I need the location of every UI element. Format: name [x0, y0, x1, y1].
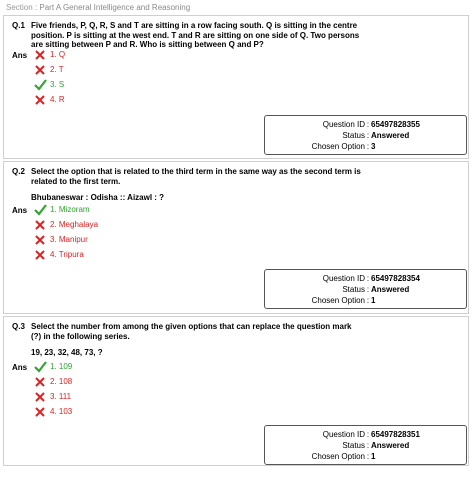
- separator: :: [366, 430, 370, 439]
- option-4: [33, 249, 84, 261]
- option-text: 3. S: [50, 80, 65, 89]
- status-label: Status: [342, 441, 365, 450]
- separator: :: [366, 285, 370, 294]
- chosen-option-row: [265, 451, 463, 462]
- check-icon: [33, 361, 47, 373]
- option-1: [33, 204, 90, 216]
- chosen-option-label: Chosen Option: [311, 296, 365, 305]
- status-row: [265, 130, 463, 141]
- option-2: [33, 219, 98, 231]
- question-id-row: [265, 119, 463, 130]
- question-id-value: 65497828355: [371, 120, 420, 129]
- separator: :: [366, 120, 370, 129]
- option-text: 2. 108: [50, 377, 73, 386]
- section-label: Section: [6, 3, 33, 12]
- status-label: Status: [342, 131, 365, 140]
- section-separator: :: [34, 3, 38, 12]
- question-series: Bhubaneswar : Odisha :: Aizawl : ?: [31, 193, 165, 202]
- option-text: 4. Tripura: [50, 250, 84, 259]
- question-id-label: Question ID: [322, 120, 365, 129]
- chosen-option-label: Chosen Option: [311, 452, 365, 461]
- separator: :: [366, 441, 370, 450]
- separator: :: [366, 142, 370, 151]
- option-text: 1. Q: [50, 50, 66, 59]
- question-info-box: [264, 115, 467, 155]
- status-value: Answered: [371, 285, 410, 294]
- check-icon: [33, 79, 47, 91]
- option-text: 4. 103: [50, 407, 73, 416]
- cross-icon: [33, 49, 47, 61]
- chosen-option-label: Chosen Option: [311, 142, 365, 151]
- option-text: 3. 111: [50, 392, 72, 401]
- cross-icon: [33, 64, 47, 76]
- cross-icon: [33, 376, 47, 388]
- answer-label: Ans: [12, 206, 28, 215]
- option-text: 4. R: [50, 95, 65, 104]
- cross-icon: [33, 94, 47, 106]
- check-icon: [33, 204, 47, 216]
- question-number: Q.2: [12, 167, 25, 176]
- question-id-value: 65497828354: [371, 274, 420, 283]
- chosen-option-row: [265, 141, 463, 152]
- status-label: Status: [342, 285, 365, 294]
- separator: :: [366, 296, 370, 305]
- question-block-2: [3, 161, 469, 314]
- answer-label: Ans: [12, 51, 28, 60]
- question-id-label: Question ID: [322, 274, 365, 283]
- option-text: 1. 109: [50, 362, 73, 371]
- option-1: [33, 361, 72, 373]
- option-3: [33, 234, 88, 246]
- section-name: Part A General Intelligence and Reasoning: [39, 3, 191, 12]
- option-text: 1. Mizoram: [50, 205, 90, 214]
- status-row: [265, 284, 463, 295]
- question-series: 19, 23, 32, 48, 73, ?: [31, 348, 103, 357]
- chosen-option-value: 1: [371, 452, 376, 461]
- question-text: Select the number from among the given options that can replace the question mark (?) in the following series.: [31, 322, 352, 341]
- option-text: 3. Manipur: [50, 235, 88, 244]
- chosen-option-value: 1: [371, 296, 376, 305]
- option-4: [33, 94, 65, 106]
- cross-icon: [33, 249, 47, 261]
- section-header: [6, 1, 468, 14]
- option-4: [33, 406, 72, 418]
- question-block-1: [3, 15, 469, 159]
- question-id-label: Question ID: [322, 430, 365, 439]
- separator: :: [366, 274, 370, 283]
- option-text: 2. Meghalaya: [50, 220, 99, 229]
- chosen-option-value: 3: [371, 142, 376, 151]
- status-value: Answered: [371, 131, 410, 140]
- status-value: Answered: [371, 441, 410, 450]
- question-id-value: 65497828351: [371, 430, 420, 439]
- option-3: [33, 391, 71, 403]
- status-row: [265, 440, 463, 451]
- question-block-3: [3, 316, 469, 466]
- option-1: [33, 49, 65, 61]
- option-3: [33, 79, 64, 91]
- question-text: Select the option that is related to the third term in the same way as the second term is related to the first term.: [31, 167, 361, 186]
- option-text: 2. T: [50, 65, 64, 74]
- question-id-row: [265, 429, 463, 440]
- cross-icon: [33, 219, 47, 231]
- question-info-box: [264, 425, 467, 465]
- answer-label: Ans: [12, 363, 28, 372]
- cross-icon: [33, 406, 47, 418]
- option-2: [33, 64, 64, 76]
- question-info-box: [264, 269, 467, 309]
- question-id-row: [265, 273, 463, 284]
- chosen-option-row: [265, 295, 463, 306]
- question-number: Q.3: [12, 322, 25, 331]
- option-2: [33, 376, 72, 388]
- cross-icon: [33, 391, 47, 403]
- cross-icon: [33, 234, 47, 246]
- question-text: Five friends, P, Q, R, S and T are sitting in a row facing south. Q is sitting in the centre position. P is sitting at the west end. T and R are sitting on one side of Q. Two persons are sitting between P and R. Who is sitting between Q and P?: [31, 21, 360, 49]
- separator: :: [366, 131, 370, 140]
- separator: :: [366, 452, 370, 461]
- question-number: Q.1: [12, 21, 25, 30]
